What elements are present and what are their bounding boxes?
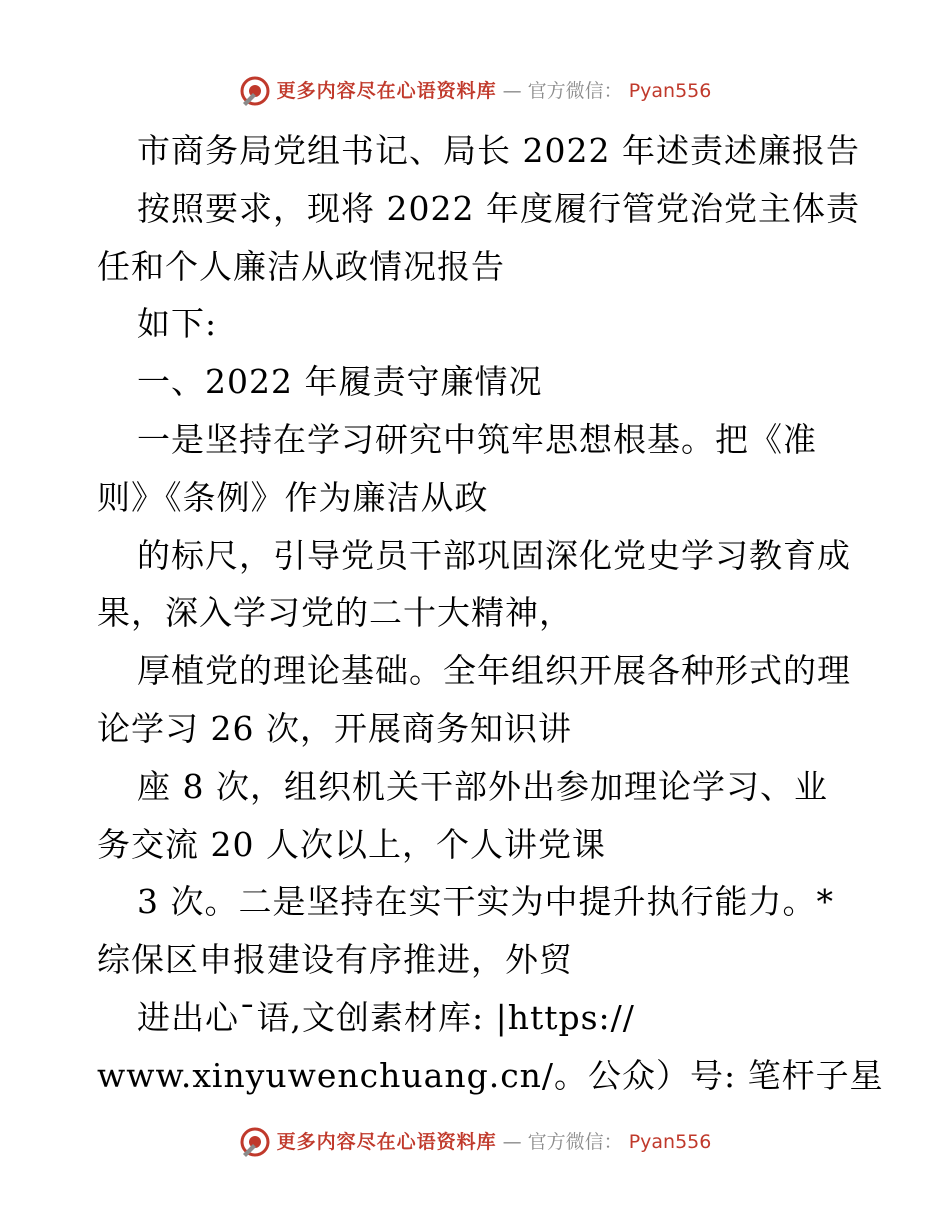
- section-heading: 一、2022 年履责守廉情况: [137, 362, 543, 402]
- paragraph-line: 座 8 次，组织机关干部外出参加理论学习、业: [137, 766, 828, 806]
- pen-logo-icon: [239, 1126, 271, 1158]
- watermark-wechat-label: 官方微信：: [527, 80, 623, 102]
- watermark-wechat-id: Pyan556: [628, 1131, 712, 1153]
- watermark-dash: —: [502, 80, 522, 102]
- paragraph-line: 则》《条例》作为廉洁从政: [97, 477, 489, 517]
- paragraph-line: 果，深入学习党的二十大精神，: [97, 593, 573, 633]
- watermark-wechat-label: 官方微信：: [527, 1131, 623, 1153]
- paragraph-line: 3 次。二是坚持在实干实为中提升执行能力。*: [137, 882, 834, 922]
- document-title: 市商务局党组书记、局长 2022 年述责述廉报告: [137, 131, 860, 170]
- paragraph-line: 论学习 26 次，开展商务知识讲: [97, 708, 572, 748]
- document-body: [97, 122, 884, 1105]
- watermark-wechat-id: Pyan556: [628, 80, 712, 102]
- paragraph-line: 务交流 20 人次以上，个人讲党课: [97, 824, 606, 864]
- header-watermark: [0, 75, 950, 107]
- paragraph-line: 任和个人廉洁从政情况报告: [97, 246, 505, 286]
- paragraph-line: 按照要求，现将 2022 年度履行管党治党主体责: [137, 188, 860, 228]
- paragraph-line: 的标尺，引导党员干部巩固深化党史学习教育成: [137, 535, 851, 575]
- pen-logo-icon: [239, 75, 271, 107]
- paragraph-line: 厚植党的理论基础。全年组织开展各种形式的理: [137, 651, 851, 691]
- watermark-main-text: 更多内容尽在心语资料库: [276, 1131, 497, 1153]
- paragraph-line: 一是坚持在学习研究中筑牢思想根基。把《准: [137, 419, 817, 459]
- paragraph-line: 进出心¯语,文创素材库: |https://: [137, 997, 635, 1037]
- paragraph-line: 如下:: [137, 304, 218, 344]
- watermark-dash: —: [502, 1131, 522, 1153]
- paragraph-line: 综保区申报建设有序推进，外贸: [97, 940, 573, 980]
- watermark-main-text: 更多内容尽在心语资料库: [276, 80, 497, 102]
- paragraph-line: www.xinyuwenchuang.cn/。公众）号: 笔杆子星: [97, 1055, 884, 1095]
- footer-watermark: [0, 1126, 950, 1158]
